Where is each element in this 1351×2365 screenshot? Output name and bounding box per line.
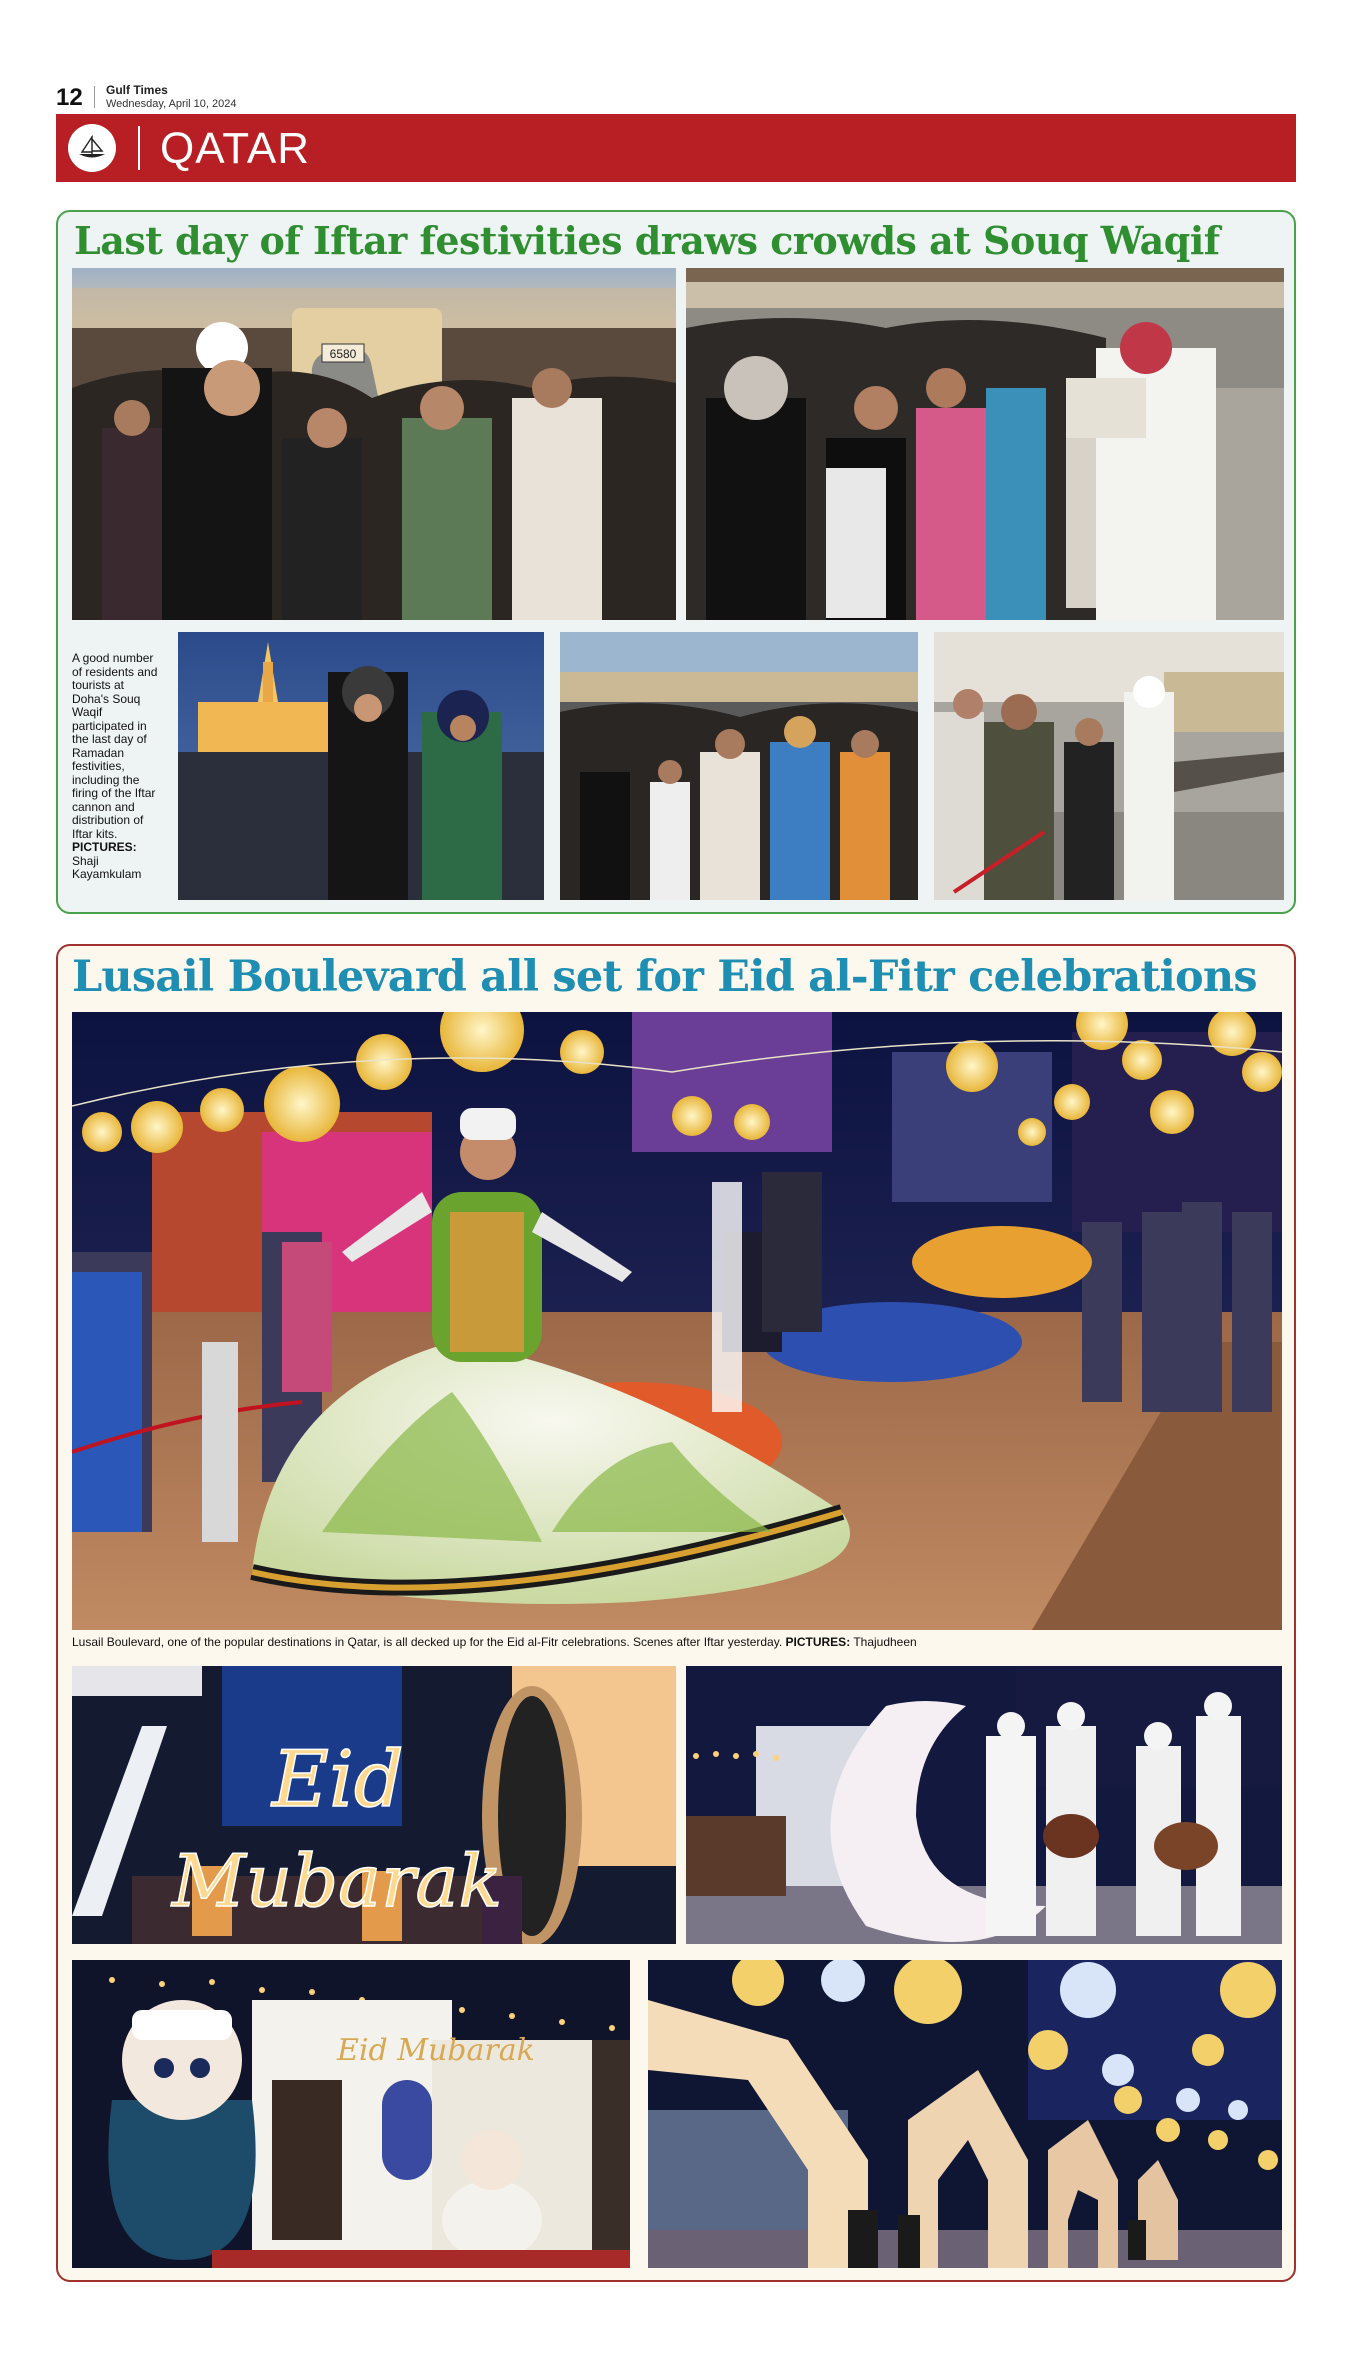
eid-sign-line2: Mubarak (172, 1839, 503, 1923)
cannon-sign-text: 6580 (329, 347, 357, 361)
bar-divider (138, 126, 140, 170)
story1-headline: Last day of Iftar festivities draws crowds at Souq Waqif (74, 218, 1220, 263)
mascot-sign-text: Eid Mubarak (337, 2033, 535, 2068)
story2-credit-name: Thajudheen (853, 1635, 917, 1649)
tanoura-dancers-photo (72, 1012, 1282, 1630)
iftar-kit-distribution-photo (686, 268, 1284, 620)
folio-divider (94, 86, 95, 108)
publication-date: Wednesday, April 10, 2024 (106, 98, 237, 110)
dhow-boat-icon (68, 124, 116, 172)
eid-mubarak-sign-photo (72, 1666, 676, 1944)
story1-caption (72, 652, 164, 882)
fanar-mosque-photo (178, 632, 544, 900)
page-number: 12 (56, 84, 83, 111)
crescent-drummers-photo (686, 1666, 1282, 1944)
story2-caption (72, 1635, 917, 1649)
section-title: QATAR (160, 124, 311, 173)
story2-caption-text: Lusail Boulevard, one of the popular destinations in Qatar, is all decked up for the Eid al-Fitr celebrations. Scenes after Iftar yesterday. (72, 1635, 783, 1649)
folio (56, 82, 1296, 112)
story-lusail-boulevard (56, 944, 1296, 2282)
story1-credit-name: Shaji Kayamkulam (72, 853, 142, 881)
queue-photo (934, 632, 1284, 900)
story2-credit-label: PICTURES: (785, 1635, 851, 1649)
lantern-arches-photo (648, 1960, 1282, 2268)
cannon-crowd-photo (72, 268, 676, 620)
souq-crowd-photo (560, 632, 918, 900)
eid-sign-line1: Eid (272, 1735, 404, 1825)
story2-headline: Lusail Boulevard all set for Eid al-Fitr celebrations (72, 952, 1257, 1002)
publication-name: Gulf Times (106, 83, 168, 97)
eid-mascot-photo (72, 1960, 630, 2268)
story-souq-waqif (56, 210, 1296, 914)
story1-caption-text: A good number of residents and tourists at Doha's Souq Waqif participated in the last day of Ramadan festivities, including the firing of the Iftar cannon and distribution of Iftar kits. (72, 651, 158, 841)
section-bar (56, 114, 1296, 182)
story1-credit-label: PICTURES: (72, 840, 137, 854)
